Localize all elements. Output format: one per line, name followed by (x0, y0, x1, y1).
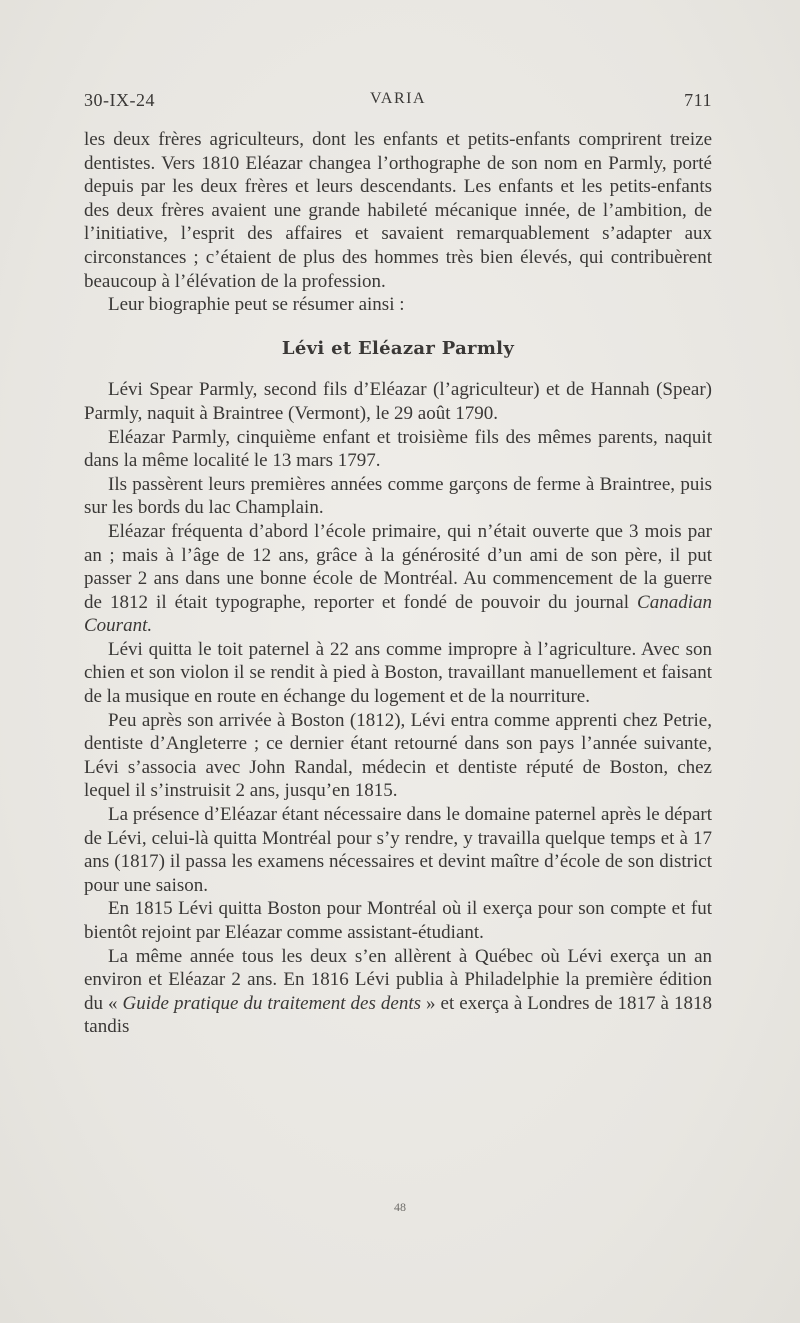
paragraph-3: Lévi Spear Parmly, second fils d’Eléazar (l’agriculteur) et de Hannah (Spear) Parmly, naquit à Braintree (Vermont), le 29 août 1790. (84, 379, 712, 424)
paragraph-10: En 1815 Lévi quitta Boston pour Montréal où il exerça pour son compte et fut bientôt rejoint par Eléazar comme assistant-étudiant. (84, 898, 712, 943)
paragraph-6-text: Eléazar fréquenta d’abord l’école primaire, qui n’était ouverte que 3 mois par an ; mais à l’âge de 12 ans, grâce à la générosité d’un ami de son père, il put passer 2 ans dans une bonne école de Montréal. Au commencement de la guerre de 1812 il était typographe, reporter et fondé de pouvoir du journal (84, 520, 712, 613)
paragraph-6 (84, 520, 712, 638)
paragraph-7: Lévi quitta le toit paternel à 22 ans comme impropre à l’agriculture. Avec son chien et son violon il se rendit à pied à Boston, travaillant manuellement et faisant de la musique en route en échange du logement et de la nourriture. (84, 638, 712, 708)
body-text (84, 128, 712, 1039)
page-number: 711 (684, 90, 712, 110)
paragraph-11 (84, 945, 712, 1039)
signature-mark: 48 (394, 1200, 406, 1214)
paragraph-9: La présence d’Eléazar étant nécessaire dans le domaine paternel après le départ de Lévi, celui-là quitta Montréal pour s’y rendre, y travailla quelque temps et à 17 ans (1817) il passa les examens nécessaires et devint maître d’école de son district pour une saison. (84, 804, 712, 896)
paragraph-5: Ils passèrent leurs premières années comme garçons de ferme à Braintree, puis sur les bords du lac Champlain. (84, 473, 712, 519)
header-date: 30-IX-24 (84, 90, 155, 110)
section-title: Lévi et Eléazar Parmly (281, 337, 515, 359)
paragraph-11-text-a: La même année tous les deux s’en allèrent à Québec où Lévi exerça un an environ et Eléazar 2 ans. En 1816 Lévi publia à Philadelphie la première édition du « (84, 945, 712, 1014)
paragraph-11-text-b: » et exerça à Londres de 1817 à 1818 tandis (84, 992, 712, 1038)
paragraph-4: Eléazar Parmly, cinquième enfant et troisième fils des mêmes parents, naquit dans la même localité le 13 mars 1797. (84, 426, 712, 472)
page-header (84, 90, 712, 114)
journal-title: Canadian Courant. (84, 591, 712, 637)
paragraph-2: Leur biographie peut se résumer ainsi : (108, 294, 405, 316)
running-title: VARIA (369, 90, 427, 107)
paragraph-8: Peu après son arrivée à Boston (1812), Lévi entra comme apprenti chez Petrie, dentiste d’Angleterre ; ce dernier étant retourné dans son pays l’année suivante, Lévi s’associa avec John Randal, médecin et dentiste réputé de Boston, chez lequel il s’instruisit 2 ans, jusqu’en 1815. (84, 709, 712, 802)
book-title: Guide pratique du traitement des dents (122, 992, 421, 1014)
paragraph-1: les deux frères agriculteurs, dont les enfants et petits-enfants comprirent treize dentistes. Vers 1810 Eléazar changea l’orthographe de son nom en Parmly, porté depuis par les deux frères et leurs descendants. Les enfants et les petits-enfants des deux frères avaient une grande habileté mécanique innée, de l’ambition, de l’initiative, l’esprit des affaires et savaient remarquablement s’adapter aux circonstances ; c’étaient de plus des hommes très bien élevés, qui contribuèrent beaucoup à l’élévation de la profession. (84, 129, 712, 292)
